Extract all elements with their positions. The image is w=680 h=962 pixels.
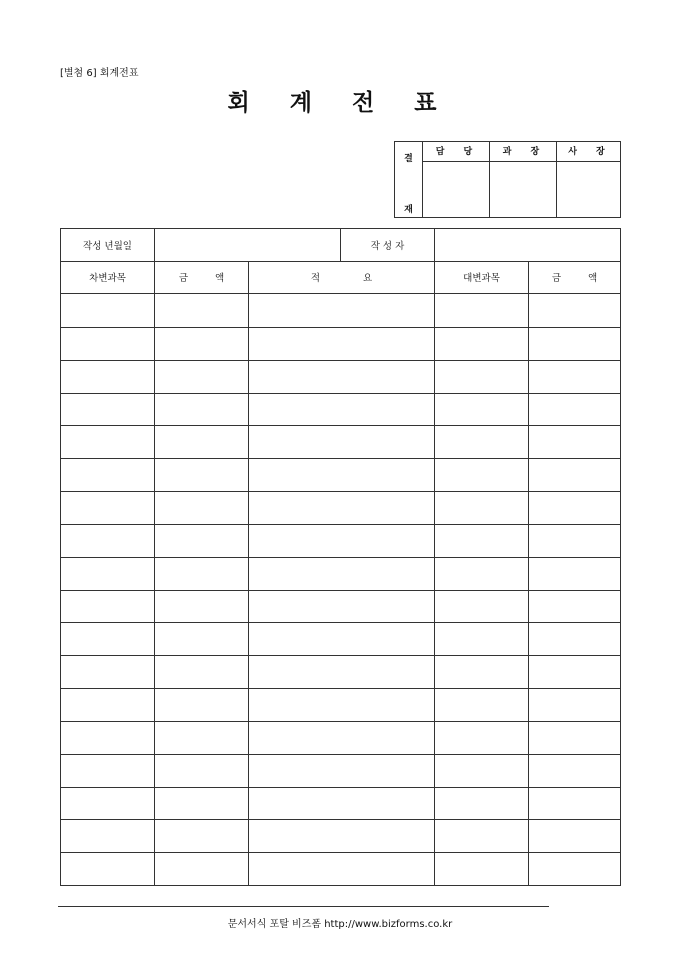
date-field[interactable] (155, 229, 341, 261)
row-divider (61, 622, 620, 623)
page-title: 회 계 전 표 (227, 90, 453, 116)
row-divider (61, 557, 620, 558)
row-divider (61, 491, 620, 492)
header-credit-amount (529, 261, 620, 293)
attachment-label: [별첨 6] 회계전표 (60, 68, 139, 79)
row-divider (61, 393, 620, 394)
row-divider (61, 787, 620, 788)
header-debit-account (61, 261, 155, 293)
row-divider (61, 458, 620, 459)
column-header-row (61, 261, 620, 294)
voucher-table (60, 228, 621, 886)
row-divider (61, 688, 620, 689)
row-divider (61, 524, 620, 525)
author-label-cell (341, 229, 435, 261)
row-divider (61, 590, 620, 591)
column-divider (434, 294, 435, 885)
author-field[interactable] (435, 229, 620, 261)
header-debit-amount-label: 금 액 (178, 273, 237, 284)
row-divider (61, 425, 620, 426)
approval-side-label (395, 142, 423, 217)
approval-col-staff (423, 142, 490, 217)
approval-col-president-header: 사 장 (557, 142, 620, 162)
row-divider (61, 754, 620, 755)
approval-col-president (557, 142, 620, 217)
row-divider (61, 721, 620, 722)
column-divider (248, 294, 249, 885)
date-label-cell (61, 229, 155, 261)
header-debit-account-label: 차변과목 (89, 273, 126, 284)
header-debit-amount (155, 261, 249, 293)
approval-box (394, 141, 621, 218)
approval-col-staff-header: 담 당 (423, 142, 489, 162)
footer-divider (58, 906, 549, 907)
header-credit-account-label: 대변과목 (463, 273, 500, 284)
entry-rows[interactable] (61, 294, 620, 885)
row-divider (61, 360, 620, 361)
approval-col-manager-header: 과 장 (490, 142, 556, 162)
approval-side-bottom: 재 (404, 205, 413, 215)
header-description (249, 261, 435, 293)
column-divider (528, 294, 529, 885)
date-label: 작성 년월일 (83, 241, 132, 252)
row-divider (61, 852, 620, 853)
column-divider (154, 294, 155, 885)
header-credit-account (435, 261, 529, 293)
approval-col-manager (490, 142, 557, 217)
author-label: 작 성 자 (370, 241, 405, 252)
footer-text: 문서서식 포탈 비즈폼 http://www.bizforms.co.kr (227, 919, 453, 930)
approval-side-top: 결 (404, 154, 413, 164)
info-row (61, 229, 620, 262)
row-divider (61, 327, 620, 328)
row-divider (61, 819, 620, 820)
header-credit-amount-label: 금 액 (551, 273, 610, 284)
header-description-label: 적 요 (310, 273, 373, 284)
row-divider (61, 655, 620, 656)
